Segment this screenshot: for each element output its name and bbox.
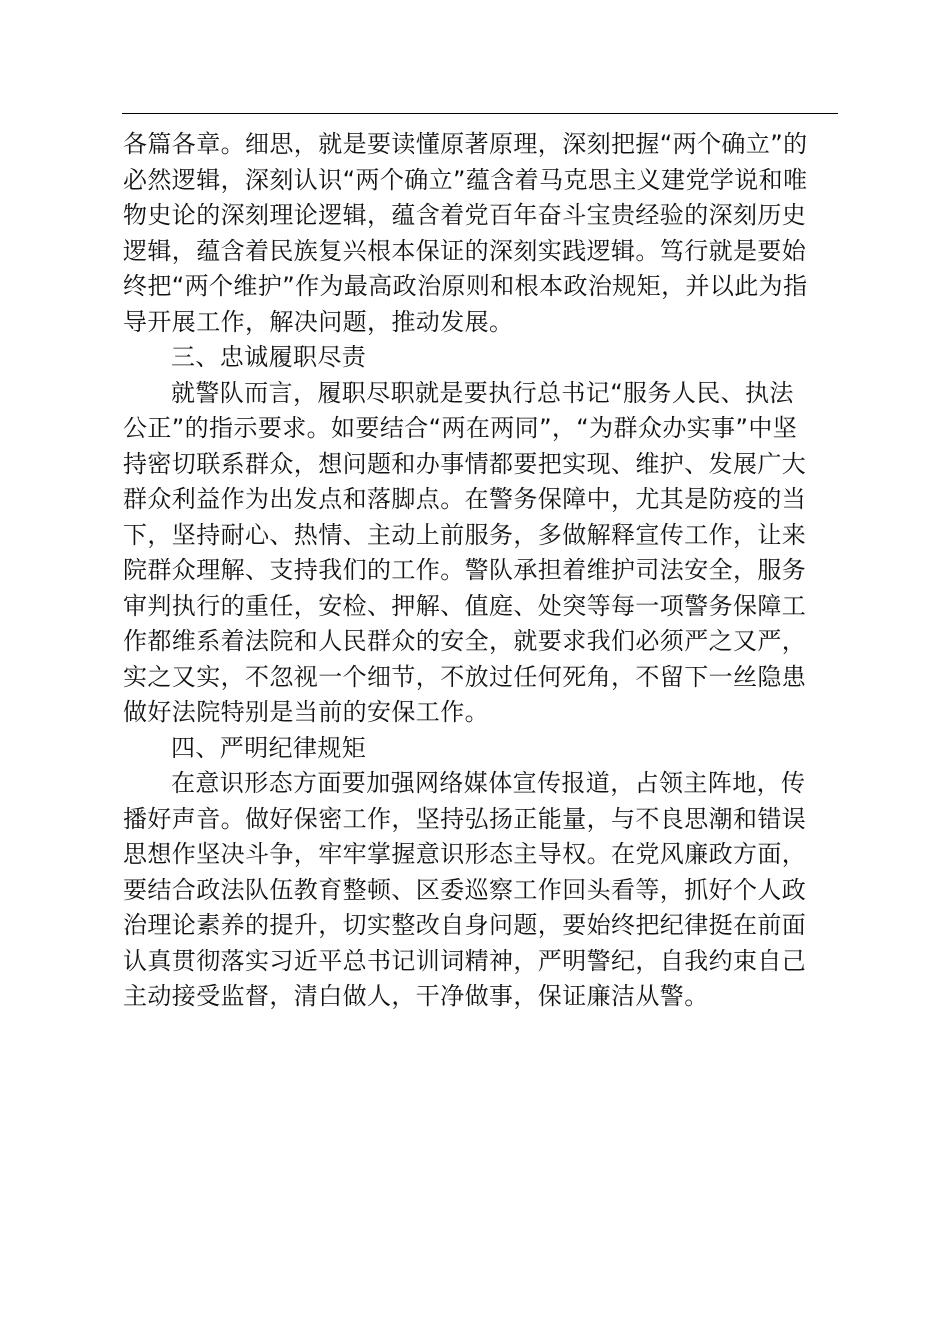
text-line: 导开展工作，解决问题，推动发展。: [123, 307, 514, 336]
text-line: 逻辑，蕴含着民族复兴根本保证的深刻实践逻辑。笃行就是要始: [123, 236, 807, 265]
text-line: 思想作坚决斗争，牢牢掌握意识形态主导权。在党风廉政方面，: [123, 840, 807, 868]
section-4: [123, 731, 839, 1015]
text-line: 公正”的指示要求。如要结合“两在两同”，“为群众办实事”中坚: [123, 414, 798, 442]
text-line: 做好法院特别是当前的安保工作。: [123, 698, 489, 726]
text-line: 认真贯彻落实习近平总书记训词精神，严明警纪，自我约束自己: [123, 946, 807, 975]
text-line: 院群众理解、支持我们的工作。警队承担着维护司法安全，服务: [123, 556, 807, 584]
text-line: 主动接受监督，清白做人，干净做事，保证廉洁从警。: [123, 982, 709, 1010]
document-body: [123, 127, 839, 1015]
text-line: 必然逻辑，深刻认识“两个确立”蕴含着马克思主义建党学说和唯: [123, 165, 808, 194]
text-line: 持密切联系群众，想问题和办事情都要把实现、维护、发展广大: [123, 449, 807, 478]
text-line: 审判执行的重任，安检、押解、值庭、处突等每一项警务保障工: [123, 591, 807, 620]
section-heading: 三、忠诚履职尽责: [171, 343, 367, 371]
header-rule: [122, 113, 838, 114]
text-line: 物史论的深刻理论逻辑，蕴含着党百年奋斗宝贵经验的深刻历史: [123, 201, 807, 229]
section-heading: 四、严明纪律规矩: [171, 733, 367, 762]
text-line: 要结合政法队伍教育整顿、区委巡察工作回头看等，抓好个人政: [123, 875, 807, 904]
text-line: 实之又实，不忽视一个细节，不放过任何死角，不留下一丝隐患: [123, 662, 807, 691]
text-line: 作都维系着法院和人民群众的安全，就要求我们必须严之又严，: [123, 627, 807, 655]
text-line: 在意识形态方面要加强网络媒体宣传报道，占领主阵地，传: [171, 769, 806, 797]
text-line: 群众利益作为出发点和落脚点。在警务保障中，尤其是防疫的当: [123, 485, 807, 513]
text-line: 各篇各章。细思，就是要读懂原著原理，深刻把握“两个确立”的: [123, 130, 808, 158]
text-line: 播好声音。做好保密工作，坚持弘扬正能量，与不良思潮和错误: [123, 804, 807, 833]
text-line: 治理论素养的提升，切实整改自身问题，要始终把纪律挺在前面: [123, 911, 807, 939]
paragraph-continued: [123, 127, 839, 340]
text-line: 下，坚持耐心、热情、主动上前服务，多做解释宣传工作，让来: [123, 520, 807, 549]
text-line: 就警队而言，履职尽职就是要执行总书记“服务人民、执法: [171, 378, 794, 407]
section-3: [123, 340, 839, 731]
text-line: 终把“两个维护”作为最高政治原则和根本政治规矩，并以此为指: [123, 272, 808, 300]
